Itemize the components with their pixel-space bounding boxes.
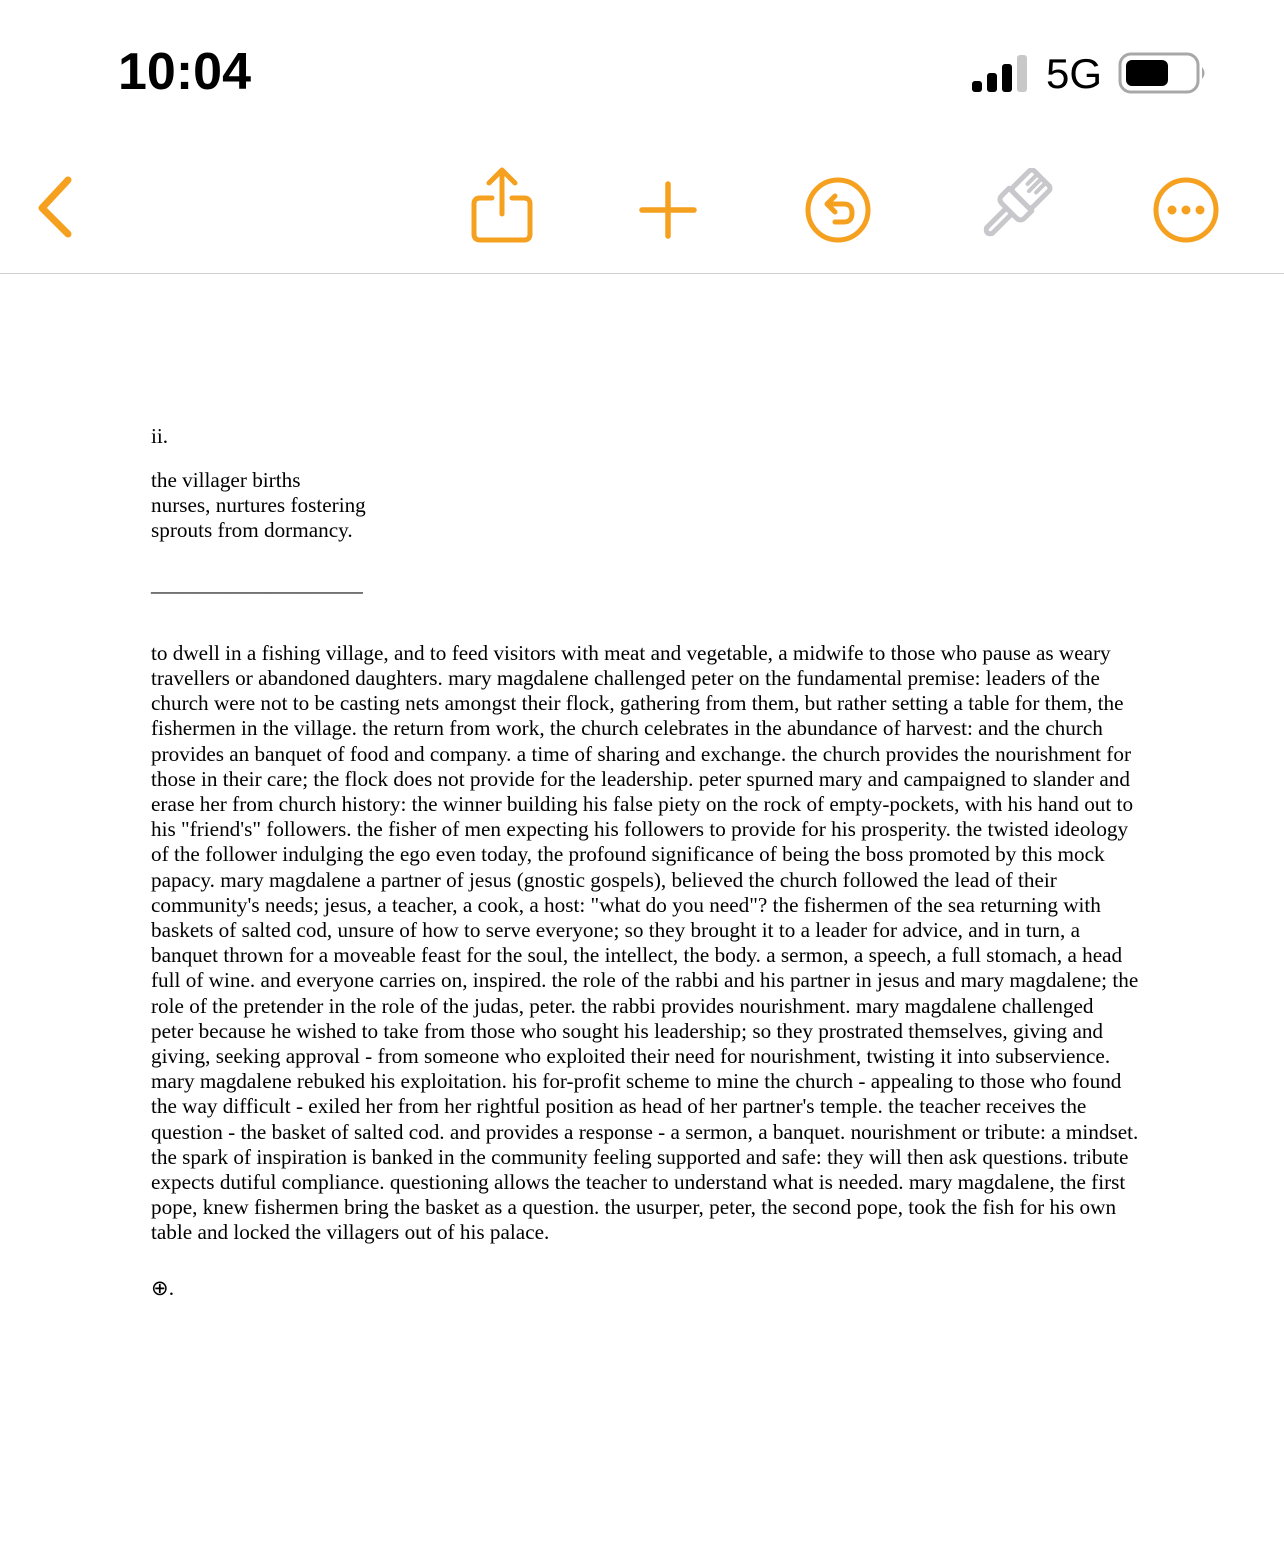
section-heading: ii. [151, 424, 169, 448]
document-page[interactable] [151, 418, 1141, 1301]
poem [151, 468, 1141, 544]
ellipsis-circle-icon [1150, 174, 1222, 246]
network-label: 5G [1046, 50, 1103, 97]
status-bar [0, 0, 1284, 140]
chevron-left-icon [30, 172, 86, 242]
plus-icon [632, 174, 704, 246]
body-paragraph: to dwell in a fishing village, and to feed visitors with meat and vegetable, a midwife to those who pause as weary travellers or abandoned daughters. mary magdalene challenged peter on the fundamental premise: leaders of the church were not to be casting nets amongst their flock, gathering from them, but rather setting a table for them, the fishermen in the village. the return from work, the church celebrates in the abundance of harvest: and the church provides an banquet of food and company. a time of sharing and exchange. the church provides the nourishment for those in their care; the flock does not provide for the leadership. peter spurned mary and campaigned to slander and erase her from church history: the winner building his false piety on the rock of empty-pockets, with his hand out to his "friend's" followers. the fisher of men expecting his followers to provide for his prosperity. the twisted ideology of the follower indulging the ego even today, the profound significance of being the boss promoted by this mock papacy. mary magdalene a partner of jesus (gnostic gospels), believed the church followed the lead of their community's needs; jesus, a teacher, a cook, a host: "what do you need"? the fishermen of the sea returning with baskets of salted cod, unsure of how to serve everyone; so they brought it to a leader for advice, and in turn, a banquet thrown for a moveable feast for the soul, the intellect, the body. a sermon, a speech, a full stomach, a head full of wine. and everyone carries on, inspired. the role of the rabbi and his partner in jesus and mary magdalene; the role of the pretender in the role of the judas, peter. the rabbi provides nourishment. mary magdalene challenged peter because he wished to take from those who sought his leadership; so they prostrated themselves, giving and giving, seeking approval - from someone who exploited their need for nourishment, twisting it into subservience. mary magdalene rebuked his exploitation. his for-profit scheme to mine the church - appealing to those who found the way difficult - exiled her from her rightful position as head of her partner's temple. the teacher receives the question - the basket of salted cod. and provides a response - a sermon, a banquet. nourishment or tribute: a mindset. the spark of inspiration is banked in the community feeling supported and safe: they will then ask questions. tribute expects dutiful compliance. questioning allows the teacher to understand what is needed. mary magdalene, the first pope, knew fishermen bring the basket as a question. the usurper, peter, the second pope, took the fish for his own table and locked the villagers out of his palace. [151, 640, 1139, 1245]
share-button[interactable] [466, 166, 538, 246]
divider-line: ____________________ [151, 571, 363, 596]
poem-line: nurses, nurtures fostering [151, 493, 366, 518]
cellular-signal-icon [970, 54, 1032, 92]
add-button[interactable] [632, 174, 704, 246]
battery-icon [1118, 52, 1208, 94]
poem-line: sprouts from dormancy. [151, 518, 353, 543]
undo-icon [802, 174, 874, 246]
share-icon [466, 166, 538, 246]
toolbar [0, 140, 1284, 274]
status-time: 10:04 [118, 43, 251, 101]
undo-button[interactable] [802, 174, 874, 246]
end-mark: ⊕. [151, 1275, 175, 1300]
paintbrush-icon [970, 168, 1054, 248]
poem-line: the villager births [151, 468, 301, 492]
more-button[interactable] [1150, 174, 1222, 246]
format-button[interactable] [970, 168, 1054, 248]
back-button[interactable] [30, 172, 86, 242]
